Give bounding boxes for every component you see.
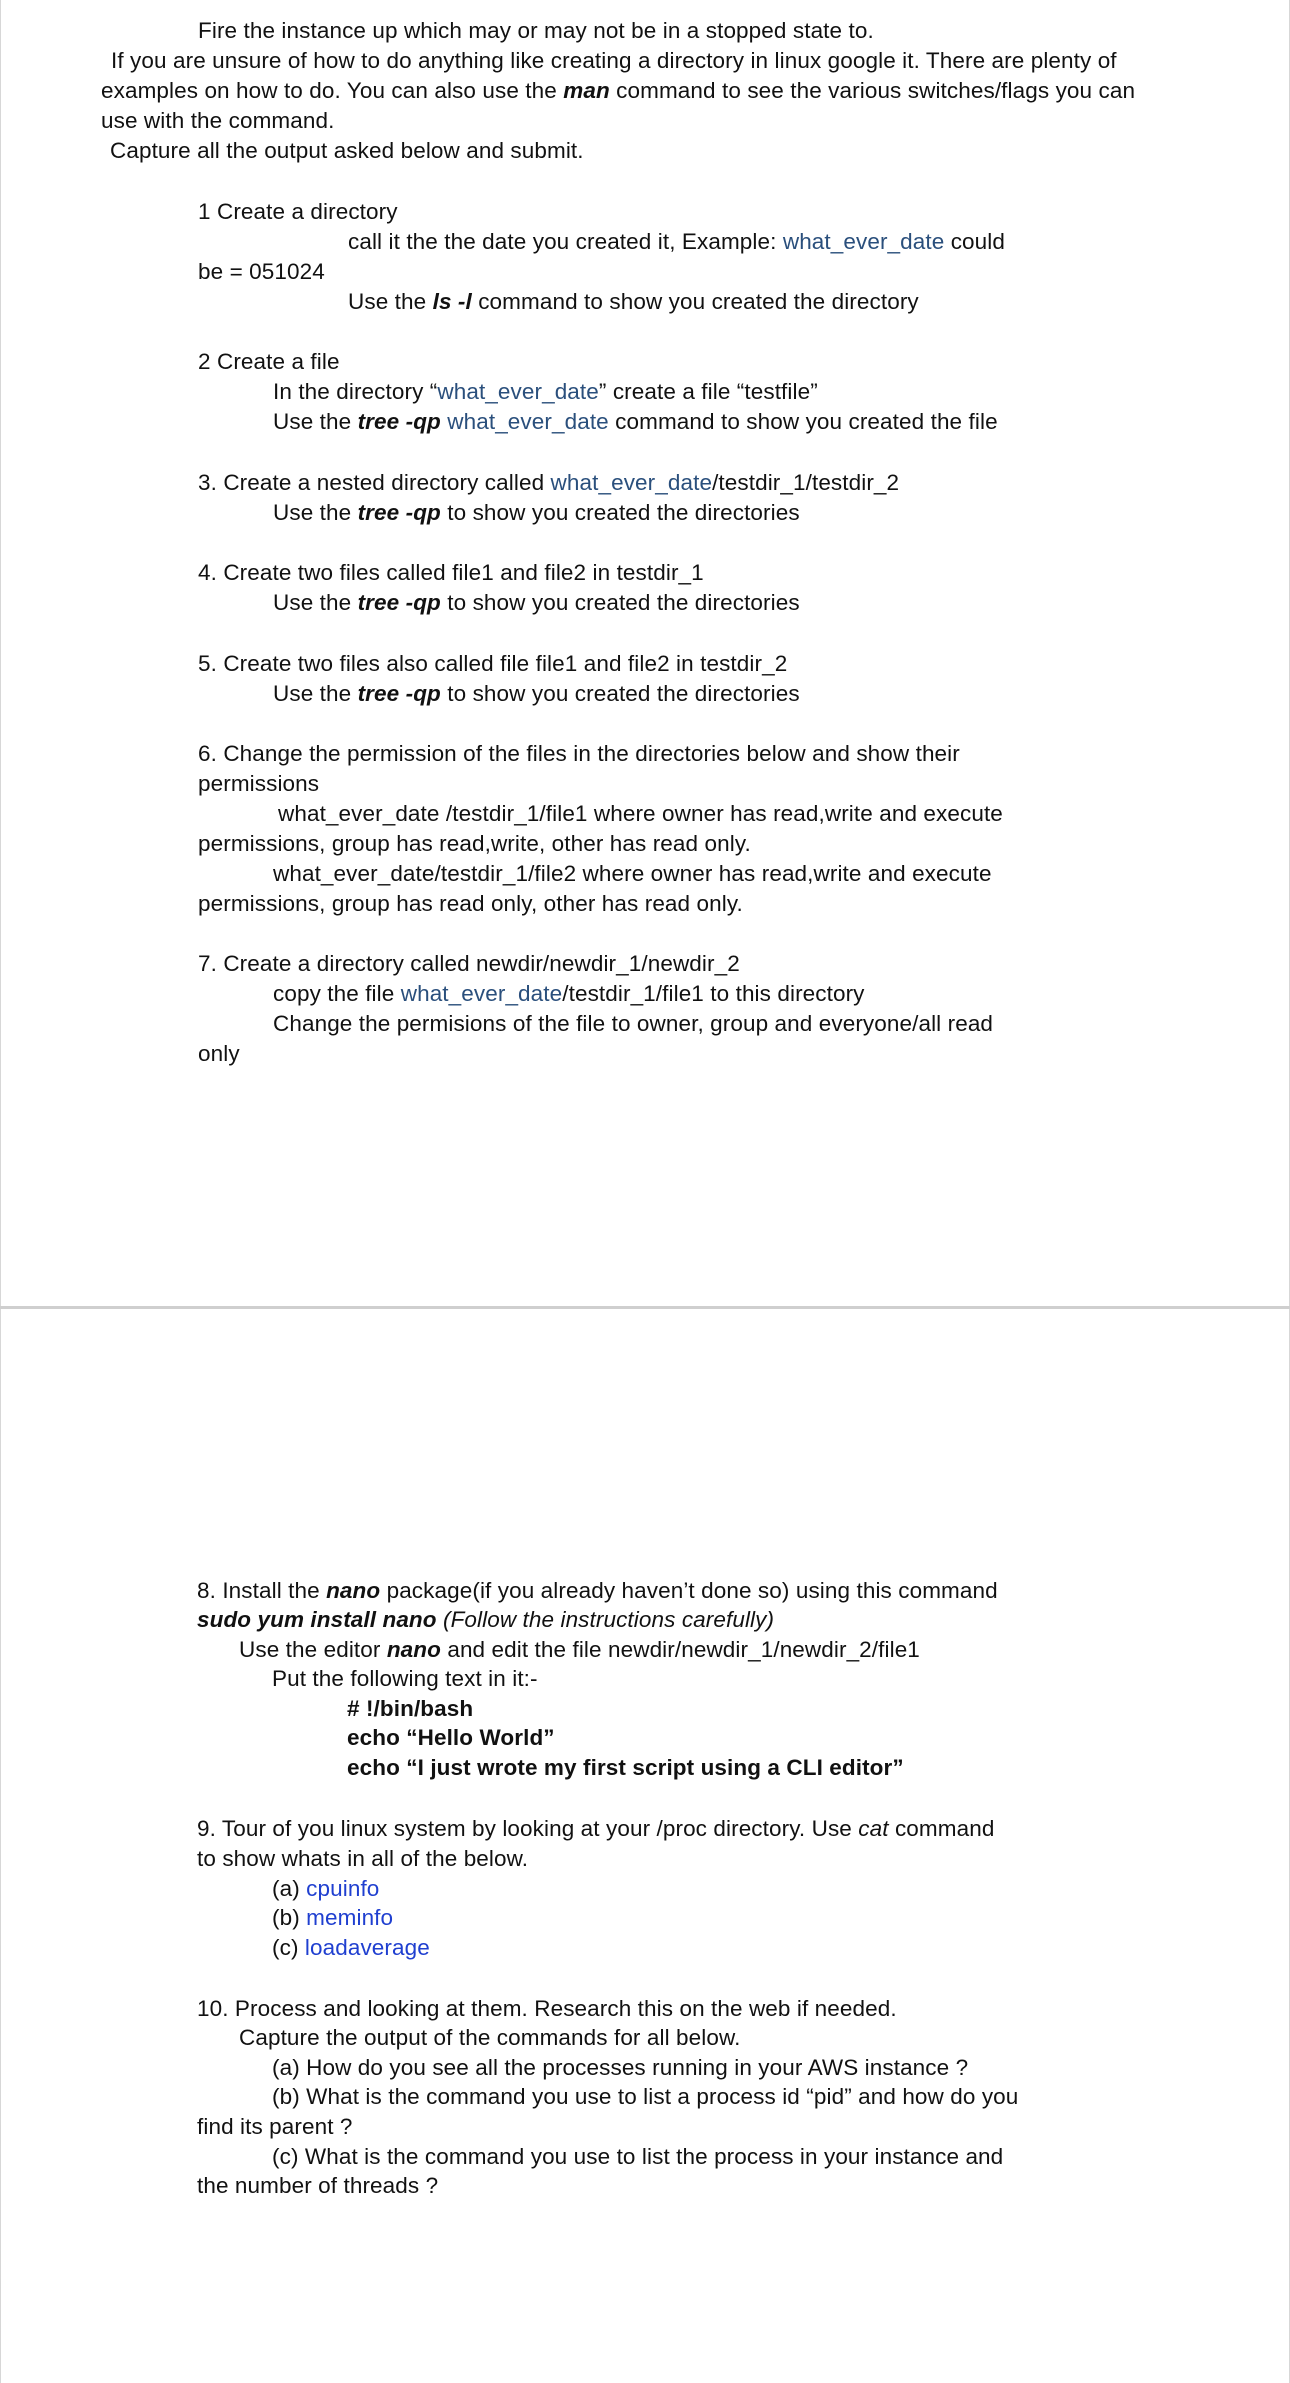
task2-title: 2 Create a file bbox=[198, 349, 340, 374]
tree-command: tree -qp bbox=[357, 500, 441, 525]
task3-line bbox=[198, 469, 899, 497]
task-text: 3. Create a nested directory called bbox=[198, 470, 551, 495]
example-dir-name: what_ever_date bbox=[437, 379, 599, 404]
example-dir-name: what_ever_date bbox=[400, 981, 563, 1006]
list-item-label: (b) bbox=[272, 1905, 300, 1930]
script-code-line: echo “I just wrote my first script using a CLI editor” bbox=[347, 1755, 904, 1780]
nano-command: nano bbox=[386, 1637, 441, 1662]
task2-line bbox=[273, 378, 818, 406]
task5-line bbox=[273, 680, 800, 708]
task-text: Use the bbox=[273, 500, 358, 525]
task-text: could bbox=[944, 229, 1005, 254]
tree-command: tree -qp bbox=[357, 681, 441, 706]
task4-line bbox=[273, 589, 800, 617]
nano-command: nano bbox=[326, 1578, 381, 1603]
intro-line: If you are unsure of how to do anything like creating a directory in linux google it. There are plenty of bbox=[111, 48, 1117, 73]
proc-file-link: meminfo bbox=[306, 1905, 394, 1930]
task1-line bbox=[348, 228, 1005, 256]
task-text: command bbox=[888, 1816, 995, 1841]
cat-command: cat bbox=[858, 1816, 889, 1841]
task10-line: find its parent ? bbox=[197, 2114, 353, 2139]
task-text: Use the bbox=[273, 590, 358, 615]
tree-command: tree -qp bbox=[357, 409, 441, 434]
intro-line: Fire the instance up which may or may not be in a stopped state to. bbox=[198, 18, 874, 43]
task4-line: 4. Create two files called file1 and file2 in testdir_1 bbox=[198, 560, 704, 585]
task-text: ” create a file “testfile” bbox=[598, 379, 818, 404]
task-text: Use the bbox=[348, 289, 433, 314]
task-text: copy the file bbox=[273, 981, 401, 1006]
task-text: In the directory “ bbox=[273, 379, 438, 404]
task8-line bbox=[197, 1577, 998, 1605]
task9-line: to show whats in all of the below. bbox=[197, 1846, 529, 1871]
task7-line: Change the permisions of the file to owner, group and everyone/all read bbox=[273, 1011, 994, 1036]
list-item bbox=[272, 1904, 393, 1932]
task10-line: 10. Process and looking at them. Research this on the web if needed. bbox=[197, 1996, 897, 2021]
intro-line bbox=[101, 77, 1135, 105]
task10-line: (a) How do you see all the processes running in your AWS instance ? bbox=[272, 2055, 969, 2080]
task-text: call it the the date you created it, Example: bbox=[348, 229, 783, 254]
task-text: command to show you created the file bbox=[608, 409, 998, 434]
task6-line: permissions, group has read,write, other has read only. bbox=[198, 831, 751, 856]
proc-file-link: cpuinfo bbox=[306, 1876, 380, 1901]
task8-line bbox=[239, 1636, 920, 1664]
task-text: command to show you created the directory bbox=[471, 289, 919, 314]
task-text: 9. Tour of you linux system by looking at your /proc directory. Use bbox=[197, 1816, 859, 1841]
script-code-line: echo “Hello World” bbox=[347, 1725, 555, 1750]
install-command: sudo yum install nano bbox=[197, 1607, 437, 1632]
task2-line bbox=[273, 408, 998, 436]
task6-line: 6. Change the permission of the files in the directories below and show their bbox=[198, 741, 960, 766]
intro-text: command to see the various switches/flags you can bbox=[609, 78, 1136, 103]
task10-line: (b) What is the command you use to list a process id “pid” and how do you bbox=[272, 2084, 1019, 2109]
task-text: and edit the file newdir/newdir_1/newdir_2/file1 bbox=[440, 1637, 920, 1662]
task10-line: (c) What is the command you use to list the process in your instance and bbox=[272, 2144, 1004, 2169]
task1-line: be = 051024 bbox=[198, 259, 325, 284]
intro-line: use with the command. bbox=[101, 108, 335, 133]
task-text: 8. Install the bbox=[197, 1578, 327, 1603]
list-item bbox=[272, 1934, 430, 1962]
task-text: Use the bbox=[273, 681, 358, 706]
list-item bbox=[272, 1875, 379, 1903]
example-dir-name: what_ever_date bbox=[550, 470, 713, 495]
task-text: /testdir_1/file1 to this directory bbox=[562, 981, 865, 1006]
ls-command: ls -l bbox=[432, 289, 472, 314]
intro-text: examples on how to do. You can also use the bbox=[101, 78, 564, 103]
task7-line: 7. Create a directory called newdir/newdir_1/newdir_2 bbox=[198, 951, 740, 976]
intro-line: Capture all the output asked below and submit. bbox=[110, 138, 584, 163]
task6-line: permissions bbox=[198, 771, 320, 796]
list-item-label: (a) bbox=[272, 1876, 300, 1901]
example-dir-name: what_ever_date bbox=[447, 409, 609, 434]
task10-line: the number of threads ? bbox=[197, 2173, 439, 2198]
task8-line bbox=[197, 1606, 774, 1634]
document-page-2 bbox=[0, 1309, 1290, 2383]
task-text: to show you created the directories bbox=[440, 681, 800, 706]
script-code-line: # !/bin/bash bbox=[347, 1696, 474, 1721]
task-text: /testdir_1/testdir_2 bbox=[712, 470, 900, 495]
task6-line: what_ever_date/testdir_1/file2 where owner has read,write and execute bbox=[273, 861, 992, 886]
task6-line: what_ever_date /testdir_1/file1 where owner has read,write and execute bbox=[278, 801, 1003, 826]
list-item-label: (c) bbox=[272, 1935, 299, 1960]
task8-line: Put the following text in it:- bbox=[272, 1666, 538, 1691]
task7-line: only bbox=[198, 1041, 240, 1066]
task3-line bbox=[273, 499, 800, 527]
task10-line: Capture the output of the commands for all below. bbox=[239, 2025, 741, 2050]
task1-line bbox=[348, 288, 919, 316]
task-text: Use the bbox=[273, 409, 358, 434]
proc-file-link: loadaverage bbox=[304, 1935, 430, 1960]
task-text: to show you created the directories bbox=[440, 500, 800, 525]
tree-command: tree -qp bbox=[357, 590, 441, 615]
task-text: package(if you already haven’t done so) using this command bbox=[380, 1578, 998, 1603]
task9-line bbox=[197, 1815, 994, 1843]
task-text: Use the editor bbox=[239, 1637, 387, 1662]
task5-line: 5. Create two files also called file file1 and file2 in testdir_2 bbox=[198, 651, 788, 676]
task7-line bbox=[273, 980, 865, 1008]
man-command: man bbox=[563, 78, 610, 103]
task-note: (Follow the instructions carefully) bbox=[436, 1607, 775, 1632]
task-text: to show you created the directories bbox=[440, 590, 800, 615]
task1-title: 1 Create a directory bbox=[198, 199, 398, 224]
example-dir-name: what_ever_date bbox=[782, 229, 945, 254]
task6-line: permissions, group has read only, other has read only. bbox=[198, 891, 743, 916]
